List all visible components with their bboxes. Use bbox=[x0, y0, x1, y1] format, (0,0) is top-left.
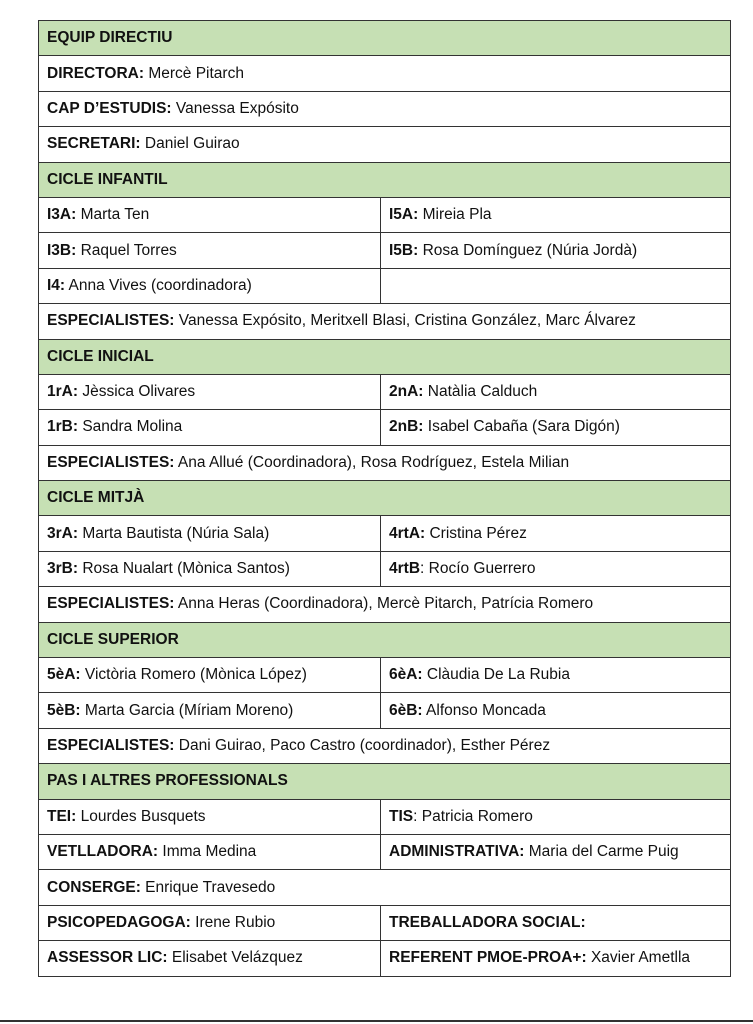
cell-assessor-lic-value: Elisabet Velázquez bbox=[167, 949, 303, 967]
cell-directora-label: DIRECTORA: bbox=[47, 64, 145, 82]
cell-especialistes-value: Dani Guirao, Paco Castro (coordinador), Esther Pérez bbox=[174, 737, 551, 754]
cell-1ra-label: 1rA: bbox=[47, 383, 79, 401]
cell-tis-label: TIS bbox=[389, 807, 414, 825]
section-header-cicle-inicial: CICLE INICIAL bbox=[39, 339, 731, 374]
cell-cap-d-estudis bbox=[39, 91, 731, 126]
cell-4rta bbox=[381, 516, 731, 551]
table-row bbox=[39, 799, 731, 834]
cell-cap-d-estudis-label: CAP D’ESTUDIS: bbox=[47, 99, 172, 117]
cell-6eb bbox=[381, 693, 731, 728]
cell-1rb-label: 1rB: bbox=[47, 418, 79, 436]
cell-3ra-value: Marta Bautista (Núria Sala) bbox=[78, 524, 270, 542]
section-header-pas-i-altres-professionals: PAS I ALTRES PROFESSIONALS bbox=[39, 764, 731, 799]
cell-i3a-label: I3A: bbox=[47, 206, 77, 224]
cell-i4-label: I4: bbox=[47, 276, 66, 294]
cell-assessor-lic bbox=[39, 941, 381, 976]
cell-4rtb-label: 4rtB bbox=[389, 560, 421, 578]
cell-6eb-label: 6èB: bbox=[389, 701, 423, 719]
cell-treballadora-social bbox=[381, 905, 731, 940]
cell-i3b-label: I3B: bbox=[47, 241, 77, 259]
cell-tei-label: TEI: bbox=[47, 807, 77, 825]
cell-referent-pmoe-proa-value: Xavier Ametlla bbox=[586, 949, 691, 967]
cell-3rb bbox=[39, 551, 381, 586]
cell-2na-label: 2nA: bbox=[389, 383, 424, 401]
cell-especialistes-value: Ana Allué (Coordinadora), Rosa Rodríguez, Estela Milian bbox=[174, 453, 570, 471]
cell-5eb bbox=[39, 693, 381, 728]
cell-2na bbox=[381, 374, 731, 409]
cell-5ea-value: Victòria Romero (Mònica López) bbox=[80, 666, 307, 684]
table-row bbox=[39, 127, 731, 162]
section-header-cicle-mitja: CICLE MITJÀ bbox=[39, 481, 731, 516]
cell-psicopedagoga-label: PSICOPEDAGOGA: bbox=[47, 913, 191, 931]
table-row bbox=[39, 516, 731, 551]
cell-4rtb bbox=[381, 551, 731, 586]
cell-5eb-value: Marta Garcia (Míriam Moreno) bbox=[80, 701, 294, 719]
cell-2nb bbox=[381, 410, 731, 445]
cell-psicopedagoga-value: Irene Rubio bbox=[190, 913, 276, 931]
cell-3rb-label: 3rB: bbox=[47, 560, 79, 578]
section-header-row bbox=[39, 162, 731, 197]
cell-tei bbox=[39, 799, 381, 834]
cell-cap-d-estudis-value: Vanessa Expósito bbox=[171, 99, 299, 117]
section-header-row bbox=[39, 21, 731, 56]
cell-treballadora-social-label: TREBALLADORA SOCIAL: bbox=[389, 913, 586, 931]
cell-conserge-label: CONSERGE: bbox=[47, 878, 141, 896]
cell-psicopedagoga bbox=[39, 905, 381, 940]
section-header-row bbox=[39, 622, 731, 657]
table-row bbox=[39, 693, 731, 728]
cell-secretari-value: Daniel Guirao bbox=[140, 135, 240, 153]
section-header-row bbox=[39, 481, 731, 516]
section-header-cicle-infantil: CICLE INFANTIL bbox=[39, 162, 731, 197]
cell-administrativa-value: Maria del Carme Puig bbox=[524, 843, 679, 861]
table-row bbox=[39, 233, 731, 268]
staff-table-body bbox=[39, 21, 731, 977]
cell-3ra bbox=[39, 516, 381, 551]
cell-especialistes-value: Vanessa Expósito, Meritxell Blasi, Cristina González, Marc Álvarez bbox=[174, 312, 636, 330]
cell-conserge-value: Enrique Travesedo bbox=[140, 878, 276, 896]
cell-1ra bbox=[39, 374, 381, 409]
table-row bbox=[39, 410, 731, 445]
table-row bbox=[39, 728, 731, 763]
cell-administrativa-label: ADMINISTRATIVA: bbox=[389, 843, 525, 861]
section-header-row bbox=[39, 764, 731, 799]
cell-3ra-label: 3rA: bbox=[47, 524, 79, 542]
cell-conserge bbox=[39, 870, 731, 905]
table-row bbox=[39, 91, 731, 126]
table-row bbox=[39, 551, 731, 586]
cell-assessor-lic-label: ASSESSOR LIC: bbox=[47, 949, 168, 967]
table-row bbox=[39, 197, 731, 232]
table-row bbox=[39, 587, 731, 622]
cell-especialistes-value: Anna Heras (Coordinadora), Mercè Pitarch, Patrícia Romero bbox=[174, 595, 594, 613]
cell-5ea bbox=[39, 658, 381, 693]
cell-6ea-label: 6èA: bbox=[389, 666, 423, 684]
cell-secretari-label: SECRETARI: bbox=[47, 135, 141, 153]
cell-vetlladora-label: VETLLADORA: bbox=[47, 843, 159, 861]
cell-vetlladora bbox=[39, 834, 381, 869]
table-row bbox=[39, 268, 731, 303]
table-row bbox=[39, 941, 731, 976]
cell-4rta-label: 4rtA: bbox=[389, 524, 426, 542]
cell-1rb-value: Sandra Molina bbox=[78, 418, 183, 436]
table-row bbox=[39, 658, 731, 693]
section-header-equip-directiu: EQUIP DIRECTIU bbox=[39, 21, 731, 56]
cell-i5a bbox=[381, 197, 731, 232]
cell-vetlladora-value: Imma Medina bbox=[158, 843, 257, 861]
cell-i5b-value: Rosa Domínguez (Núria Jordà) bbox=[418, 241, 638, 259]
cell-tis-value: : Patricia Romero bbox=[413, 807, 533, 825]
cell-i5a-label: I5A: bbox=[389, 206, 419, 224]
table-row bbox=[39, 56, 731, 91]
cell-4rtb-value: : Rocío Guerrero bbox=[420, 560, 536, 578]
cell-4rta-value: Cristina Pérez bbox=[425, 524, 527, 542]
cell-5eb-label: 5èB: bbox=[47, 701, 81, 719]
cell-especialistes bbox=[39, 304, 731, 339]
table-row bbox=[39, 374, 731, 409]
cell-1rb bbox=[39, 410, 381, 445]
cell-directora-value: Mercè Pitarch bbox=[144, 64, 244, 82]
cell-especialistes bbox=[39, 445, 731, 480]
cell-1ra-value: Jèssica Olivares bbox=[78, 383, 196, 401]
cell-i3b bbox=[39, 233, 381, 268]
cell-especialistes-label: ESPECIALISTES: bbox=[47, 312, 175, 330]
cell-tis bbox=[381, 799, 731, 834]
cell-secretari bbox=[39, 127, 731, 162]
cell-i4 bbox=[39, 268, 381, 303]
cell-referent-pmoe-proa-label: REFERENT PMOE-PROA+: bbox=[389, 949, 587, 967]
cell-i4-value: Anna Vives (coordinadora) bbox=[65, 276, 252, 294]
cell-i5a-value: Mireia Pla bbox=[418, 206, 492, 224]
cell-especialistes bbox=[39, 728, 731, 763]
table-row bbox=[39, 304, 731, 339]
cell-i5b-label: I5B: bbox=[389, 241, 419, 259]
cell-i3a-value: Marta Ten bbox=[76, 206, 150, 224]
cell-especialistes bbox=[39, 587, 731, 622]
cell-directora bbox=[39, 56, 731, 91]
table-row bbox=[39, 445, 731, 480]
cell-i3b-value: Raquel Torres bbox=[76, 241, 177, 259]
staff-table bbox=[38, 20, 731, 977]
table-row bbox=[39, 870, 731, 905]
cell-i3a bbox=[39, 197, 381, 232]
cell-tei-value: Lourdes Busquets bbox=[76, 807, 206, 825]
cell-3rb-value: Rosa Nualart (Mònica Santos) bbox=[78, 560, 290, 578]
cell-especialistes-label: ESPECIALISTES: bbox=[47, 453, 175, 471]
cell-2nb-label: 2nB: bbox=[389, 418, 424, 436]
cell-especialistes-label: ESPECIALISTES: bbox=[47, 737, 175, 754]
section-header-cicle-superior: CICLE SUPERIOR bbox=[39, 622, 731, 657]
cell-administrativa bbox=[381, 834, 731, 869]
cell-especialistes-label: ESPECIALISTES: bbox=[47, 595, 175, 613]
section-header-row bbox=[39, 339, 731, 374]
cell-referent-pmoe-proa bbox=[381, 941, 731, 976]
cell-i5b bbox=[381, 233, 731, 268]
cell-6ea bbox=[381, 658, 731, 693]
table-row bbox=[39, 834, 731, 869]
page-bottom-rule bbox=[0, 1020, 753, 1022]
cell-5ea-label: 5èA: bbox=[47, 666, 81, 684]
cell-2nb-value: Isabel Cabaña (Sara Digón) bbox=[423, 418, 620, 436]
cell-6ea-value: Clàudia De La Rubia bbox=[422, 666, 570, 684]
cell-empty bbox=[381, 268, 731, 303]
table-row bbox=[39, 905, 731, 940]
cell-6eb-value: Alfonso Moncada bbox=[422, 701, 546, 719]
cell-2na-value: Natàlia Calduch bbox=[423, 383, 538, 401]
